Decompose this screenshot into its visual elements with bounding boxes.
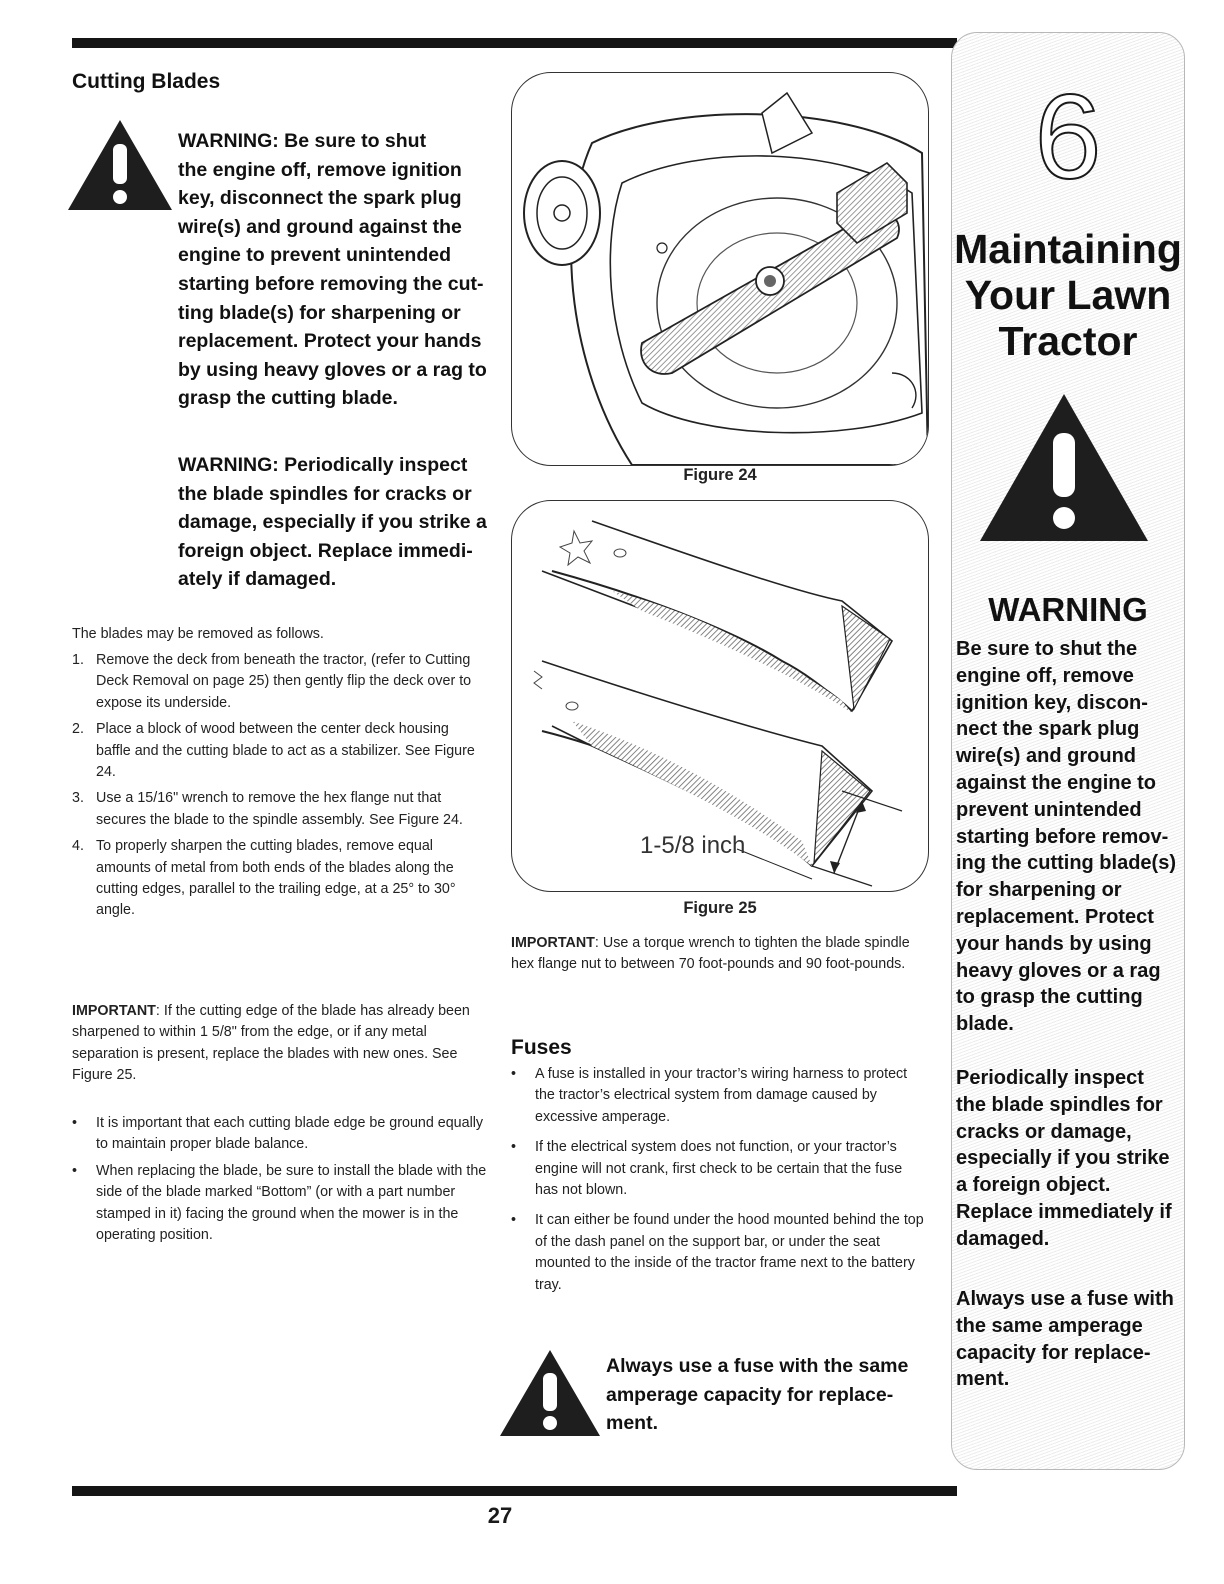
removal-steps: [72, 650, 477, 927]
step-item: 2. Place a block of wood between the center deck housing baffle and the cutting blade to act as a stabilizer. See Figure 24.: [72, 721, 475, 781]
sidebar-warning-heading: WARNING: [988, 591, 1148, 628]
top-rule: [72, 38, 957, 48]
torque-important-note: IMPORTANT: Use a torque wrench to tighten the blade spindle hex flange nut to between 70 foot-pounds and 90 foot-pounds.: [511, 935, 910, 973]
chapter-title: Maintaining Your Lawn Tractor: [954, 226, 1182, 364]
list-item: • If the electrical system does not function, or your tractor’s engine will not crank, first check to be certain that the fuse has not blown.: [511, 1139, 903, 1199]
sidebar-fuse-warning: Always use a fuse with the same amperage capacity for replace- ment.: [956, 1288, 1174, 1391]
bottom-rule: [72, 1486, 957, 1496]
step-item: 3. Use a 15/16" wrench to remove the hex flange nut that secures the blade to the spindle assembly. See Figure 24.: [72, 790, 463, 828]
cutting-blade-warning: WARNING: Be sure to shut the engine off, remove ignition key, disconnect the spark plug wire(s) and ground against the engine to prevent unintended starting before removing the cut- ting blade(s) for sharpening or replacement. Protect your hands by using heavy gloves or a rag to grasp the cutting blade.: [178, 130, 487, 410]
sidebar-blade-warning: Be sure to shut the engine off, remove ignition key, discon- nect the spark plug wire(s) and ground against the engine to prevent unintended starting before remov- ing the cutting blade(s) for sharpening or replacement. Protect your hands by using heavy gloves or a rag to grasp the cutting blade.: [956, 638, 1176, 1036]
list-item: • A fuse is installed in your tractor’s wiring harness to protect the tractor’s electrical system from damage caused by excessive amperage.: [511, 1066, 908, 1125]
cutting-blades-heading: Cutting Blades: [72, 70, 221, 93]
sidebar-spindle-warning: Periodically inspect the blade spindles for cracks or damage, especially if you strike a foreign object. Replace immediately if damaged.: [956, 1067, 1172, 1250]
blade-bullets: [72, 1113, 487, 1251]
figure-24-caption: Figure 24: [683, 466, 757, 484]
figure-25-caption: Figure 25: [683, 899, 757, 917]
removal-intro: The blades may be removed as follows.: [72, 626, 324, 642]
step-item: 4. To properly sharpen the cutting blades, remove equal amounts of metal from both ends of the blades along the cutting edges, parallel to the trailing edge, at a 25° to 30° angle.: [72, 838, 456, 919]
page-number: 27: [487, 1503, 513, 1528]
fuse-warning: Always use a fuse with the same amperage capacity for replace- ment.: [606, 1355, 909, 1435]
spindle-inspection-warning: WARNING: Periodically inspect the blade spindles for cracks or damage, especially if you strike a foreign object. Replace immedi- ately if damaged.: [178, 454, 487, 591]
figure-24-illustration: [511, 72, 929, 466]
warning-triangle-icon: [66, 118, 174, 212]
warning-triangle-icon: [498, 1348, 602, 1438]
figure-25-illustration: [511, 500, 929, 892]
dimension-label: 1-5/8 inch: [640, 832, 746, 859]
warning-triangle-icon: [977, 391, 1151, 543]
chapter-number: 6: [1034, 70, 1102, 204]
step-item: 1. Remove the deck from beneath the tractor, (refer to Cutting Deck Removal on page 25) then gently flip the deck over to expose its underside.: [72, 652, 472, 711]
list-item: • It can either be found under the hood mounted behind the top of the dash panel on the support bar, or under the seat mounted to the inside of the tractor frame next to the battery tray.: [511, 1212, 924, 1293]
chapter-sidebar: [951, 32, 1185, 1470]
fuse-bullets: [511, 1064, 929, 1301]
blade-important-note: IMPORTANT: If the cutting edge of the blade has already been sharpened to within 1 5/8" from the edge, or if any metal separation is present, replace the blades with new ones. See Figure 25.: [72, 1003, 470, 1084]
list-item: • When replacing the blade, be sure to install the blade with the side of the blade marked “Bottom” (or with a part number stamped in it) facing the ground when the mower is in the operating position.: [72, 1162, 487, 1244]
list-item: • It is important that each cutting blade edge be ground equally to maintain proper blade balance.: [72, 1115, 484, 1153]
fuses-heading: Fuses: [511, 1036, 572, 1059]
